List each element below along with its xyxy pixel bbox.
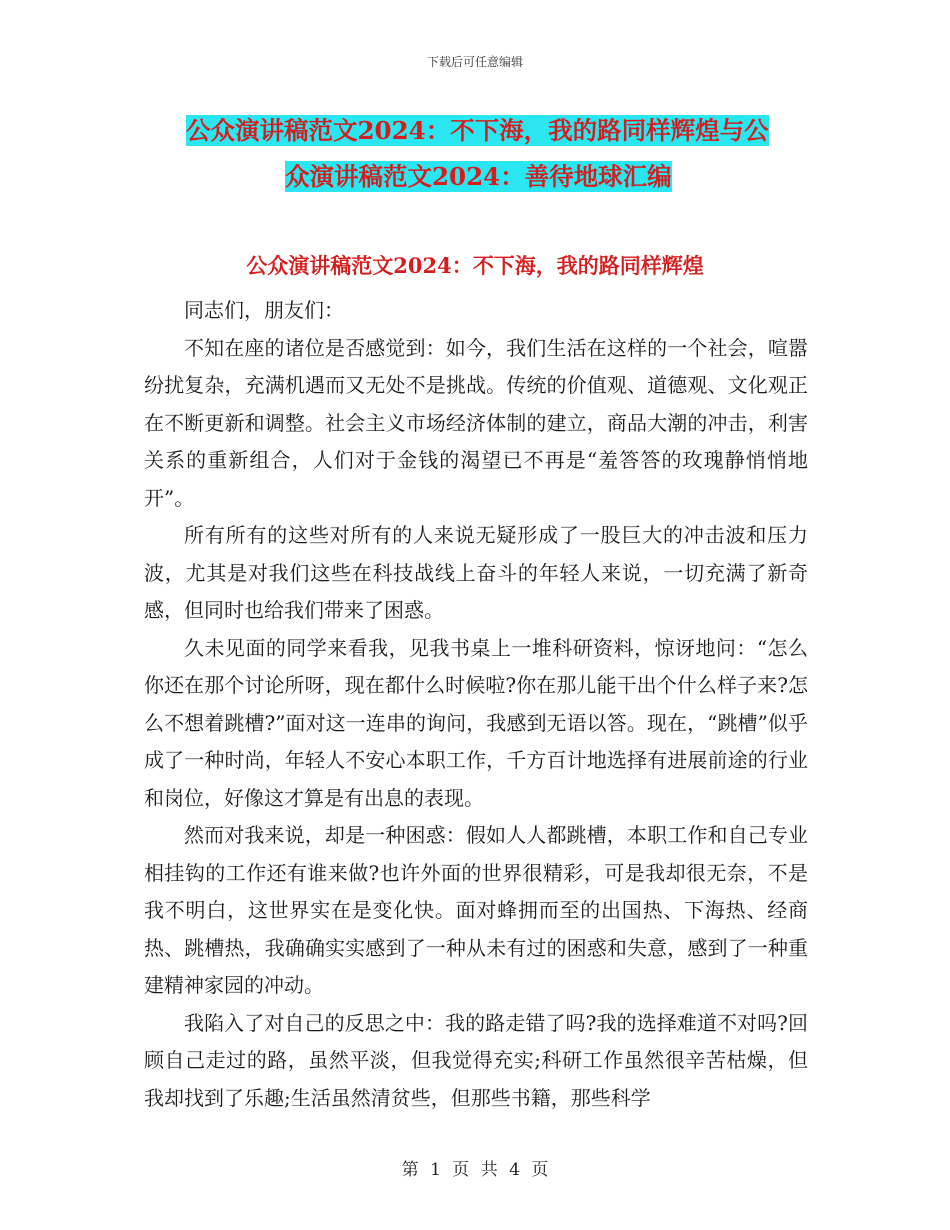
title-line-2: 众演讲稿范文2024：善待地球汇编 — [285, 162, 672, 191]
paragraph: 久未见面的同学来看我，见我书桌上一堆科研资料，惊讶地问：“怎么你还在那个讨论所呀，现在都什么时候啦?你在那儿能干出个什么样子来?怎么不想着跳槽?”面对这一连串的询问，我感到无语以答。现在，“跳槽”似乎成了一种时尚，年轻人不安心本职工作，千方百计地选择有进展前途的行业和岗位，好像这才算是有出息的表现。 — [144, 635, 808, 810]
paragraph-greeting: 同志们，朋友们： — [184, 298, 344, 322]
page-header-note: 下载后可任意编辑 — [426, 55, 523, 69]
title-line-1: 公众演讲稿范文2024：不下海，我的路同样辉煌与公 — [186, 116, 769, 145]
section-title: 公众演讲稿范文2024：不下海，我的路同样辉煌 — [246, 253, 704, 278]
document-body — [144, 292, 808, 1117]
paragraph: 不知在座的诸位是否感觉到：如今，我们生活在这样的一个社会，喧嚣纷扰复杂，充满机遇而又无处不是挑战。传统的价值观、道德观、文化观正在不断更新和调整。社会主义市场经济体制的建立，商品大潮的冲击，利害关系的重新组合，人们对于金钱的渴望已不再是“羞答答的玫瑰静悄悄地开”。 — [144, 335, 808, 510]
paragraph: 所有所有的这些对所有的人来说无疑形成了一股巨大的冲击波和压力波，尤其是对我们这些在科技战线上奋斗的年轻人来说，一切充满了新奇感，但同时也给我们带来了困惑。 — [144, 523, 808, 622]
page-number: 第 1 页 共 4 页 — [401, 1160, 549, 1180]
document-title — [120, 108, 830, 200]
paragraph: 然而对我来说，却是一种困惑：假如人人都跳槽，本职工作和自己专业相挂钩的工作还有谁来做?也许外面的世界很精彩，可是我却很无奈，不是我不明白，这世界实在是变化快。面对蜂拥而至的出国热、下海热、经商热、跳槽热，我确确实实感到了一种从未有过的困惑和失意，感到了一种重建精神家园的冲动。 — [144, 823, 808, 997]
paragraph: 我陷入了对自己的反思之中：我的路走错了吗?我的选择难道不对吗?回顾自己走过的路，虽然平淡，但我觉得充实;科研工作虽然很辛苦枯燥，但我却找到了乐趣;生活虽然清贫些，但那些书籍，那些科学 — [144, 1010, 808, 1110]
